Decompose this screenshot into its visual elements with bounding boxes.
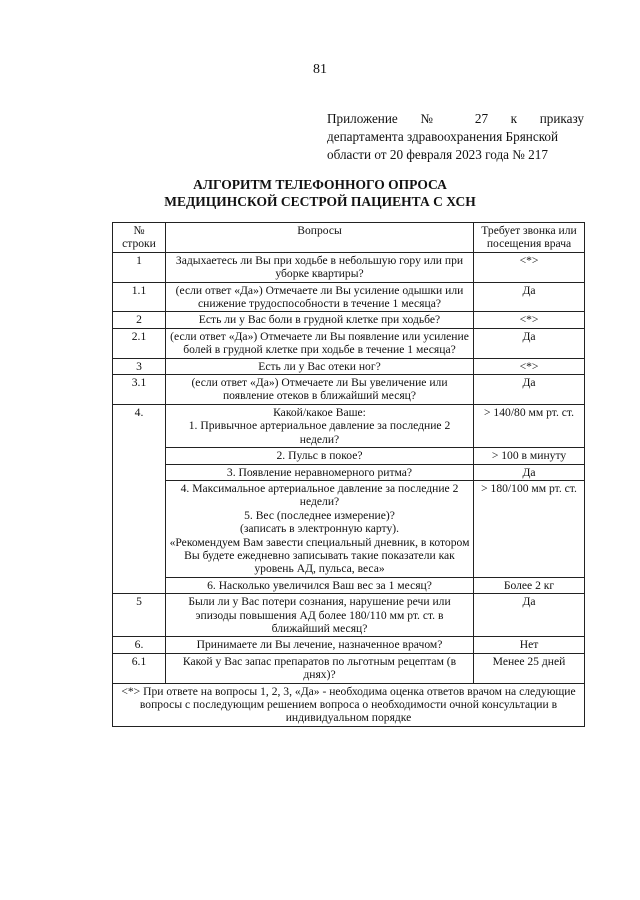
footnote: <*> При ответе на вопросы 1, 2, 3, «Да» - необходима оценка ответов врачом на следующие вопросы с последующим решением вопроса о необходимости очной консультации в индивидуальном порядке [113,683,585,726]
row-response: Да [474,328,585,358]
row-number: 6. [113,637,166,653]
row-number: 1.1 [113,282,166,312]
row-number: 6.1 [113,653,166,683]
table-row [113,653,585,683]
row-response: <*> [474,358,585,374]
row-question: Принимаете ли Вы лечение, назначенное врачом? [166,637,474,653]
table-row [113,282,585,312]
row4-question-5: 5. Вес (последнее измерение)? [244,508,395,522]
row-number: 2 [113,312,166,328]
title-line-2: МЕДИЦИНСКОЙ СЕСТРОЙ ПАЦИЕНТА С ХСН [164,194,476,209]
table-row [113,375,585,405]
row-response: <*> [474,252,585,282]
table-row [113,312,585,328]
row-response: > 180/100 мм рт. ст. [474,480,585,577]
row-question: Есть ли у Вас боли в грудной клетке при ходьбе? [166,312,474,328]
row-number: 3.1 [113,375,166,405]
table-row [113,358,585,374]
row4-diary-recommendation: «Рекомендуем Вам завести специальный дневник, в котором Вы будете ежедневно записывать такие показатели как уровень АД, пульса, веса» [169,535,470,576]
row4-question-6: 6. Насколько увеличился Ваш вес за 1 месяц? [166,577,474,593]
row-question: Какой у Вас запас препаратов по льготным рецептам (в днях)? [166,653,474,683]
row-response: Нет [474,637,585,653]
row-response: Да [474,282,585,312]
row-number: 2.1 [113,328,166,358]
row-response: Да [474,375,585,405]
survey-table [112,222,585,727]
row4-record-note: (записать в электронную карту). [239,522,400,536]
table-row [113,464,585,480]
row-question: Есть ли у Вас отеки ног? [166,358,474,374]
row-response: Более 2 кг [474,577,585,593]
row-number: 1 [113,252,166,282]
row4-intro: Какой/какое Ваше: [273,405,366,419]
row4-question-2: 2. Пульс в покое? [166,448,474,464]
appendix-line-2: департамента здравоохранения Брянской [327,129,559,144]
row-number: 4. [113,404,166,593]
header-row-number: № строки [113,223,166,253]
table-row [113,637,585,653]
header-questions: Вопросы [166,223,474,253]
row-response: <*> [474,312,585,328]
row-question [166,480,474,577]
header-response: Требует звонка или посещения врача [474,223,585,253]
row4-question-3: 3. Появление неравномерного ритма? [166,464,474,480]
table-row [113,328,585,358]
table-row [113,404,585,447]
row-question: (если ответ «Да») Отмечаете ли Вы усиление одышки или снижение трудоспособности в течение 1 месяца? [166,282,474,312]
row-question: (если ответ «Да») Отмечаете ли Вы появление или усиление болей в грудной клетке при ходьбе в течение 1 месяца? [166,328,474,358]
row-question [166,404,474,447]
row-question: Были ли у Вас потери сознания, нарушение речи или эпизоды повышения АД более 180/110 мм рт. ст. в ближайший месяц? [166,594,474,637]
row-number: 3 [113,358,166,374]
table-row [113,252,585,282]
row4-question-4: 4. Максимальное артериальное давление за последние 2 недели? [180,481,459,509]
row-number: 5 [113,594,166,637]
table-row [113,577,585,593]
appendix-line-3: области от 20 февраля 2023 года № 217 [327,147,548,162]
table-row [113,448,585,464]
row-response: Менее 25 дней [474,653,585,683]
row-response: Да [474,594,585,637]
appendix-reference [327,110,584,164]
title-line-1: АЛГОРИТМ ТЕЛЕФОННОГО ОПРОСА [193,177,447,192]
row-response: > 140/80 мм рт. ст. [474,404,585,447]
row-response: > 100 в минуту [474,448,585,464]
document-title [0,176,640,210]
table-header-row [113,223,585,253]
table-row [113,480,585,577]
page-number: 81 [313,62,327,77]
row-question: Задыхаетесь ли Вы при ходьбе в небольшую гору или при уборке квартиры? [166,252,474,282]
row4-question-1: 1. Привычное артериальное давление за последние 2 недели? [188,419,451,446]
table-footnote-row [113,683,585,726]
row-response: Да [474,464,585,480]
table-row [113,594,585,637]
row-question: (если ответ «Да») Отмечаете ли Вы увеличение или появление отеков в ближайший месяц? [166,375,474,405]
appendix-line-1: Приложение № 27 к приказу [327,111,584,126]
